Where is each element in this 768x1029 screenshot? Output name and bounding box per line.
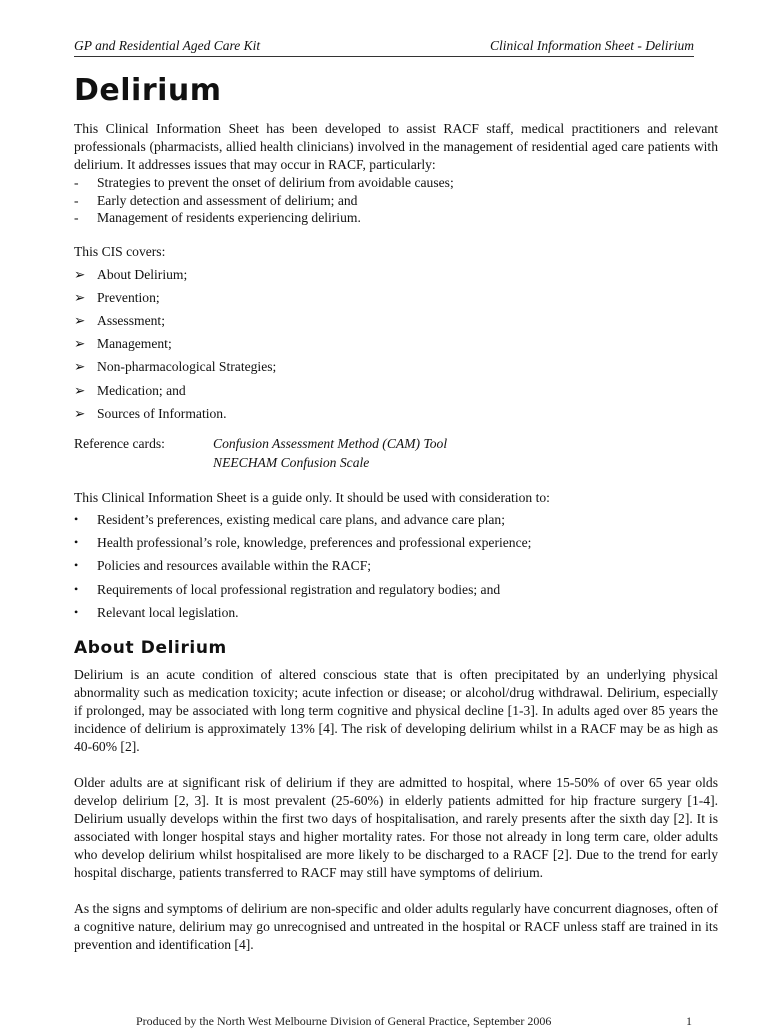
body-paragraph: As the signs and symptoms of delirium are non-specific and older adults regularly have concurrent diagnoses, often of a cognitive nature, delirium may go unrecognised and untreated in the hospital or RACF unless staff are trained in its prevention and identification [4].	[74, 900, 718, 952]
reference-card-cam: Confusion Assessment Method (CAM) Tool	[213, 435, 448, 451]
page-title: Delirium	[74, 73, 222, 108]
body-paragraph: Delirium is an acute condition of altered conscious state that is often precipitated by an underlying physical abnormality such as medication toxicity; acute infection or disease; or alcohol/drug withdrawal. Delirium, especially if prolonged, may be associated with long term cognitive and physical decline [1-3]. In adults aged over 85 years the incidence of delirium is approximately 13% [4]. The risk of developing delirium whilst in a RACF may be as high as 40-60% [2].	[74, 666, 718, 754]
list-item: - Strategies to prevent the onset of delirium from avoidable causes;	[74, 174, 718, 192]
list-item: • Requirements of local professional registration and regulatory bodies; and	[74, 578, 718, 601]
document-body	[74, 68, 718, 954]
list-item: ➢ Sources of Information.	[74, 402, 718, 425]
bullet-icon: •	[74, 511, 79, 526]
arrow-bullet-icon: ➢	[74, 359, 86, 375]
covers-list	[74, 263, 718, 425]
list-item: ➢ Medication; and	[74, 379, 718, 402]
footer-text: Produced by the North West Melbourne Division of General Practice, September 2006	[136, 1014, 552, 1028]
list-item: • Relevant local legislation.	[74, 601, 718, 624]
list-item: - Early detection and assessment of delirium; and	[74, 192, 718, 210]
reference-card-neecham: NEECHAM Confusion Scale	[213, 454, 370, 470]
list-item: • Health professional’s role, knowledge, preferences and professional experience;	[74, 531, 718, 554]
header-left: GP and Residential Aged Care Kit	[74, 38, 261, 53]
body-paragraph: Older adults are at significant risk of delirium if they are admitted to hospital, where 15-50% of over 65 year olds develop delirium [2, 3]. It is most prevalent (25-60%) in elderly patients admitted for hip fracture surgery [1-4]. Delirium usually develops within the first two days of hospitalisation, and rarely presents after the sixth day [2]. It is associated with longer hospital stays and higher mortality rates. For those not already in long term care, older adults who develop delirium whilst hospitalised are more likely to be discharged to a RACF [2]. Due to the trend for early hospital discharge, patients transferred to RACF may still have symptoms of delirium.	[74, 774, 718, 880]
list-item: • Resident’s preferences, existing medical care plans, and advance care plan;	[74, 508, 718, 531]
bullet-icon: •	[74, 581, 79, 596]
arrow-bullet-icon: ➢	[74, 382, 86, 398]
intro-list	[74, 174, 718, 227]
list-item: ➢ Prevention;	[74, 286, 718, 309]
page-header	[74, 38, 694, 57]
bullet-icon: •	[74, 558, 79, 573]
covers-label: This CIS covers:	[74, 243, 166, 259]
list-item: - Management of residents experiencing delirium.	[74, 209, 718, 227]
list-item: ➢ About Delirium;	[74, 263, 718, 286]
bullet-icon: •	[74, 535, 79, 550]
list-item: ➢ Assessment;	[74, 309, 718, 332]
page-number: 1	[686, 1014, 692, 1028]
intro-paragraph: This Clinical Information Sheet has been developed to assist RACF staff, medical practitioners and relevant professionals (pharmacists, allied health clinicians) involved in the management of residential aged care patients with delirium. It addresses issues that may occur in RACF, particularly:	[74, 121, 718, 172]
guide-list	[74, 508, 718, 624]
arrow-bullet-icon: ➢	[74, 405, 86, 421]
bullet-icon: •	[74, 604, 79, 619]
list-item: ➢ Non-pharmacological Strategies;	[74, 355, 718, 378]
arrow-bullet-icon: ➢	[74, 289, 86, 305]
arrow-bullet-icon: ➢	[74, 336, 86, 352]
guide-paragraph: This Clinical Information Sheet is a guide only. It should be used with consideration to:	[74, 489, 550, 505]
list-item: • Policies and resources available within the RACF;	[74, 554, 718, 577]
reference-cards	[74, 435, 718, 473]
list-item: ➢ Management;	[74, 332, 718, 355]
reference-label: Reference cards:	[74, 435, 165, 451]
arrow-bullet-icon: ➢	[74, 312, 86, 328]
arrow-bullet-icon: ➢	[74, 266, 86, 282]
section-heading: About Delirium	[74, 637, 227, 658]
header-right: Clinical Information Sheet - Delirium	[490, 38, 694, 53]
